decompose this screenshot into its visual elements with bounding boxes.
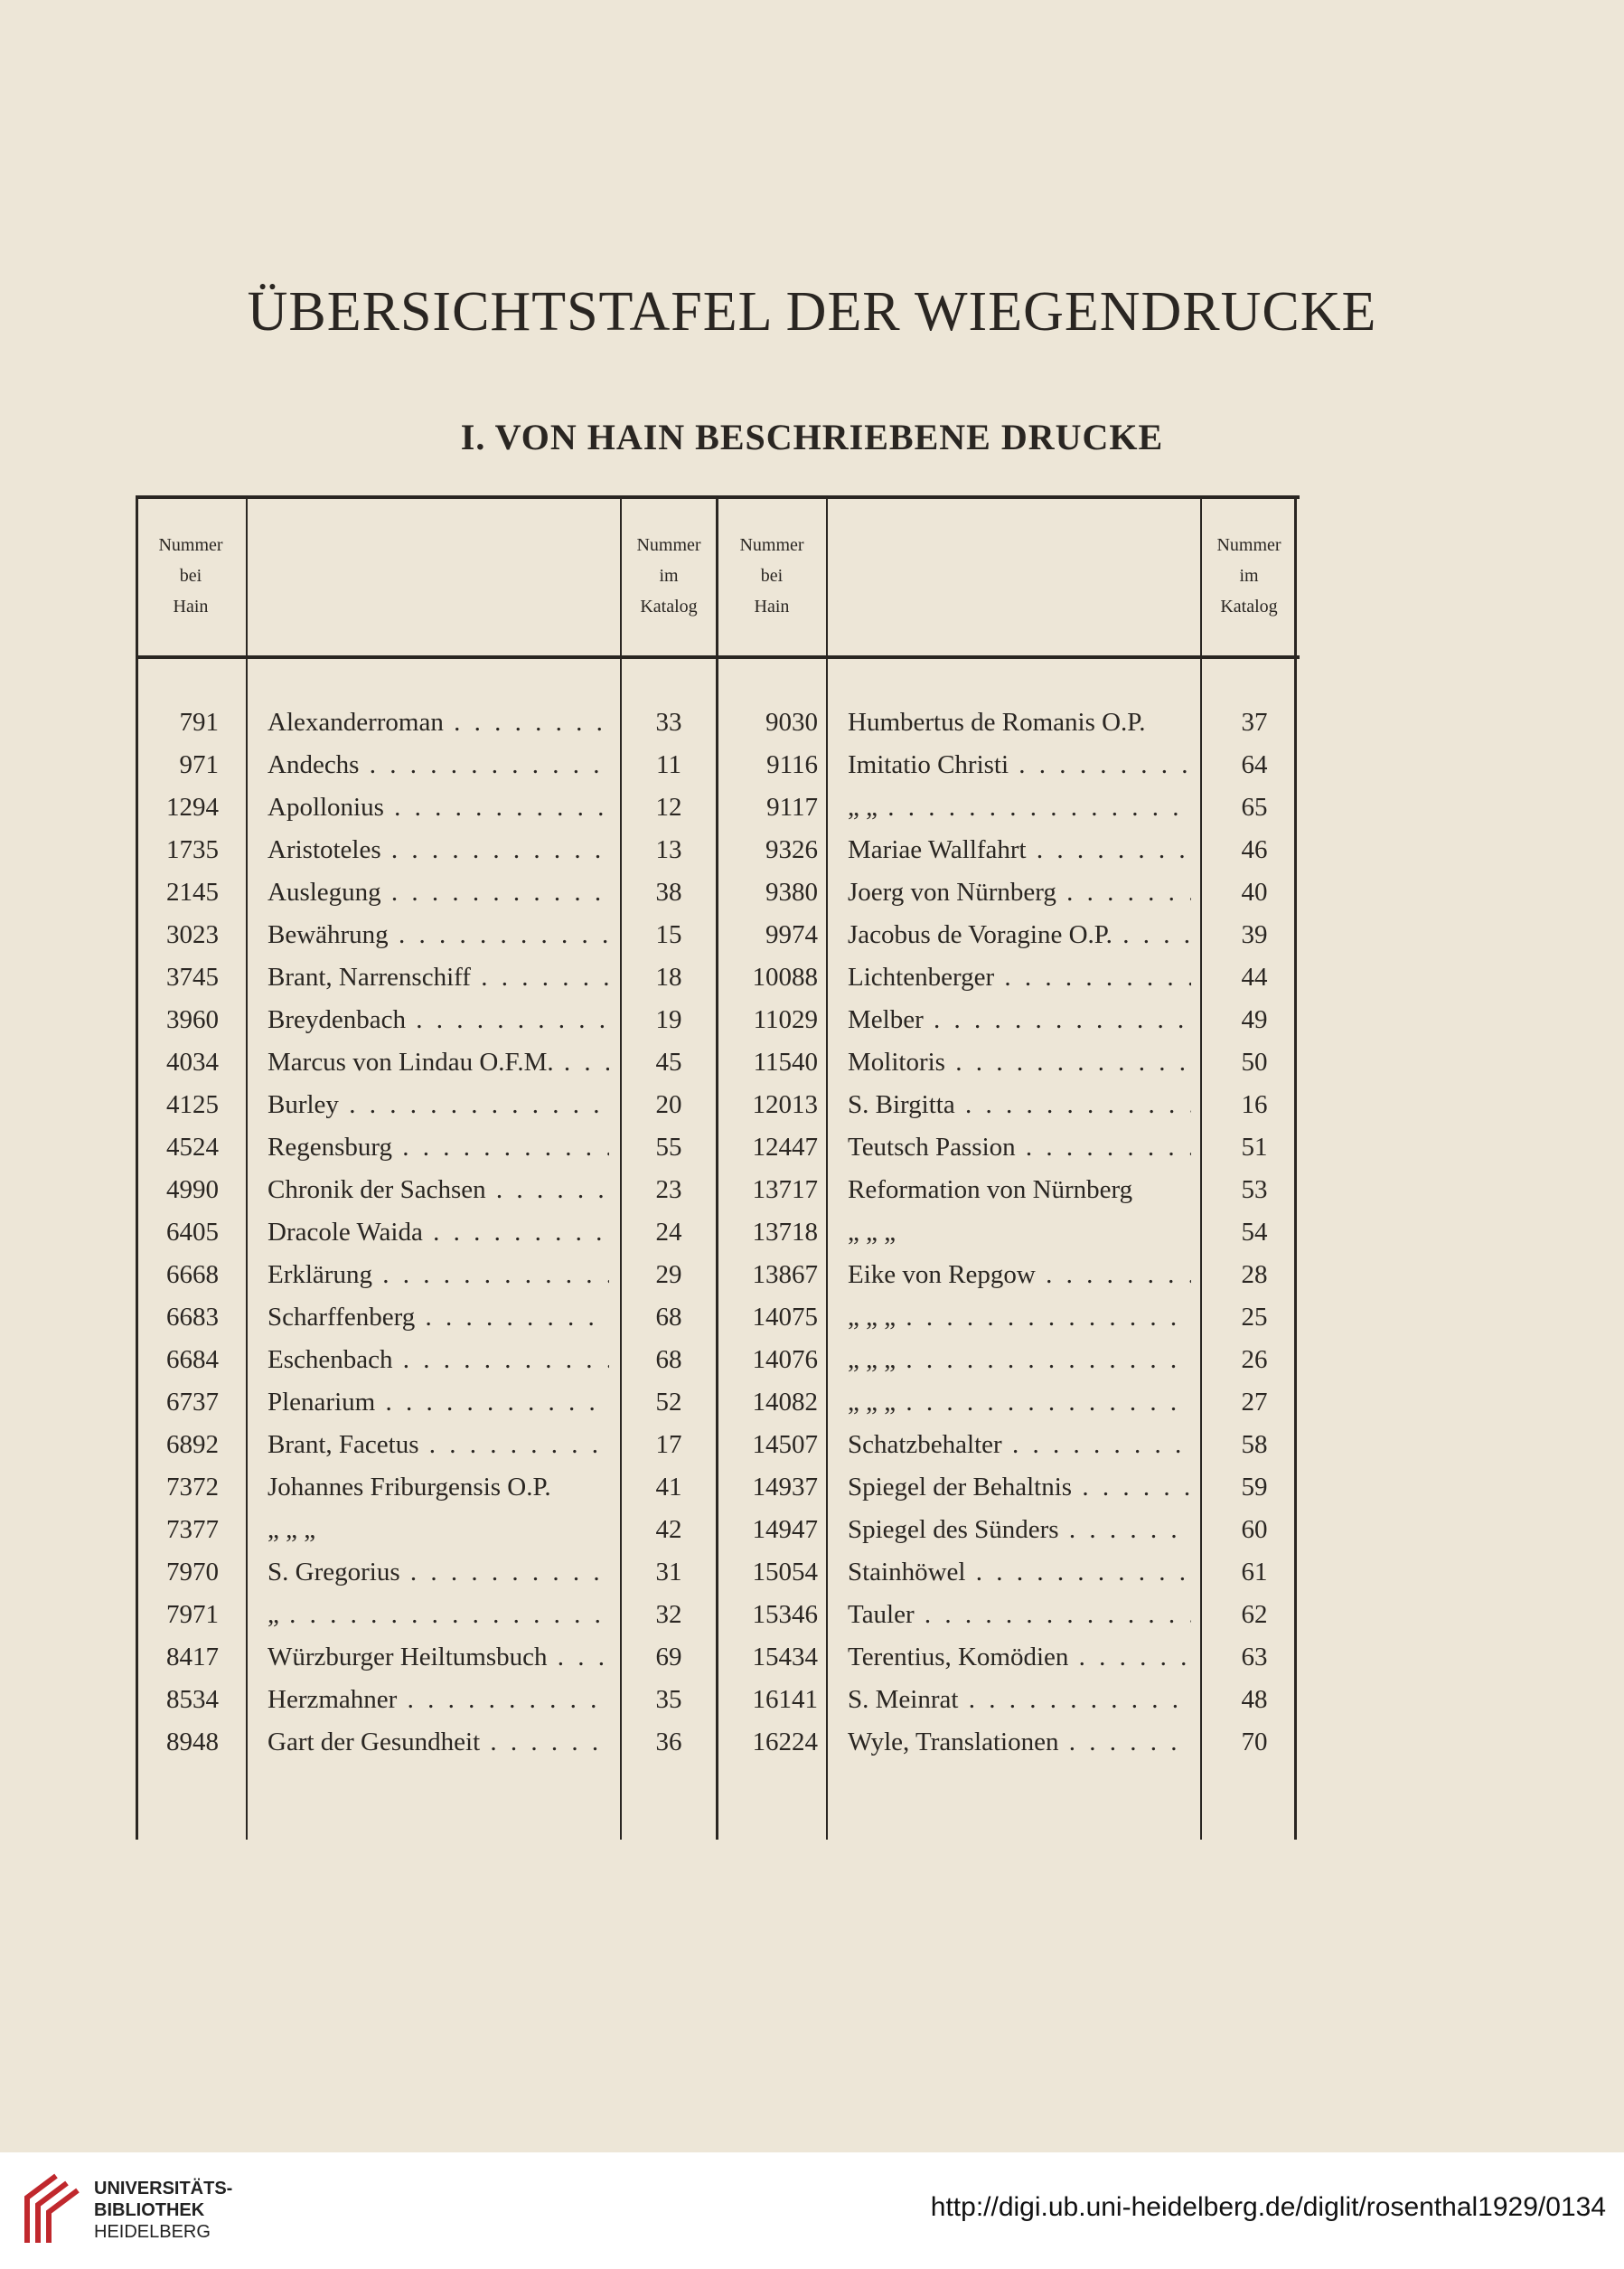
title-right: Imitatio Christi . . . bbox=[848, 744, 1191, 786]
catalog-number-right: 54 bbox=[1241, 1218, 1268, 1247]
title-left: Breydenbach . . . bbox=[268, 999, 609, 1040]
catalog-number-left: 12 bbox=[655, 793, 682, 822]
hain-number-left: 971 bbox=[179, 750, 219, 779]
title-left: Chronik der Sachsen . . . bbox=[268, 1169, 609, 1210]
catalog-number-right: 58 bbox=[1241, 1430, 1268, 1459]
catalog-number-left: 18 bbox=[655, 963, 682, 992]
hain-number-left: 8534 bbox=[166, 1685, 219, 1714]
catalog-number-right: 51 bbox=[1241, 1133, 1268, 1162]
title-right: „ „ „ . . . bbox=[848, 1296, 1191, 1338]
title-left: Brant, Facetus . . . bbox=[268, 1424, 609, 1465]
hain-number-left: 1294 bbox=[166, 793, 219, 822]
title-right: „ „ „ bbox=[848, 1218, 896, 1247]
title-right: Eike von Repgow . . . bbox=[848, 1254, 1191, 1295]
catalog-number-right: 70 bbox=[1241, 1728, 1268, 1756]
title-right: Teutsch Passion . . . bbox=[848, 1126, 1191, 1168]
hain-number-right: 12447 bbox=[752, 1133, 818, 1162]
catalog-number-right: 48 bbox=[1241, 1685, 1268, 1714]
header-right-katalog: Nummer im Katalog bbox=[1216, 535, 1281, 617]
hain-number-left: 791 bbox=[179, 708, 219, 737]
catalog-number-right: 26 bbox=[1241, 1345, 1268, 1374]
title-right: Melber . . . bbox=[848, 999, 1191, 1040]
hain-number-left: 2145 bbox=[166, 878, 219, 907]
title-right: Joerg von Nürnberg . . . bbox=[848, 871, 1191, 913]
hain-number-right: 13717 bbox=[752, 1175, 818, 1204]
table-row bbox=[0, 786, 1624, 828]
title-right: S. Birgitta . . . bbox=[848, 1084, 1191, 1125]
table-row bbox=[0, 1594, 1624, 1635]
hain-number-right: 15434 bbox=[752, 1643, 818, 1671]
hain-number-right: 9380 bbox=[765, 878, 818, 907]
catalog-number-left: 35 bbox=[655, 1685, 682, 1714]
catalog-number-right: 65 bbox=[1241, 793, 1268, 822]
title-right: Stainhöwel . . . bbox=[848, 1551, 1191, 1593]
title-right: Reformation von Nürnberg bbox=[848, 1175, 1133, 1204]
title-right: Spiegel der Behaltnis . . . bbox=[848, 1466, 1191, 1508]
hain-number-left: 6668 bbox=[166, 1260, 219, 1289]
catalog-number-right: 61 bbox=[1241, 1558, 1268, 1586]
table-row bbox=[0, 744, 1624, 786]
hain-number-left: 3745 bbox=[166, 963, 219, 992]
page-title: ÜBERSICHTSTAFEL DER WIEGENDRUCKE bbox=[247, 281, 1377, 343]
hain-number-left: 7372 bbox=[166, 1473, 219, 1502]
title-right: Lichtenberger . . . bbox=[848, 956, 1191, 998]
table-row bbox=[0, 1721, 1624, 1763]
title-right: Wyle, Translationen . . . bbox=[848, 1721, 1191, 1763]
title-right: „ „ „ . . . bbox=[848, 1339, 1191, 1380]
catalog-number-right: 44 bbox=[1241, 963, 1268, 992]
hain-number-left: 1735 bbox=[166, 835, 219, 864]
title-left: Würzburger Heiltumsbuch . . . bbox=[268, 1636, 609, 1678]
footer-url-link[interactable]: http://digi.ub.uni-heidelberg.de/diglit/rosenthal1929/0134 bbox=[930, 2192, 1606, 2222]
title-left: Bewährung . . . bbox=[268, 914, 609, 956]
title-left: S. Gregorius . . . bbox=[268, 1551, 609, 1593]
title-left: Marcus von Lindau O.F.M. . . . bbox=[268, 1041, 609, 1083]
hain-number-right: 14076 bbox=[752, 1345, 818, 1374]
table-row bbox=[0, 1126, 1624, 1168]
table-row bbox=[0, 1296, 1624, 1338]
catalog-number-left: 68 bbox=[655, 1303, 682, 1332]
table-row bbox=[0, 871, 1624, 913]
title-left: Apollonius . . . bbox=[268, 786, 609, 828]
catalog-number-right: 62 bbox=[1241, 1600, 1268, 1629]
table-row bbox=[0, 1339, 1624, 1380]
hain-number-right: 12013 bbox=[752, 1090, 818, 1119]
title-right: Jacobus de Voragine O.P. . . . bbox=[848, 914, 1191, 956]
title-right: Spiegel des Sünders . . . bbox=[848, 1509, 1191, 1550]
title-left: Eschenbach . . . bbox=[268, 1339, 609, 1380]
catalog-number-left: 11 bbox=[656, 750, 681, 779]
title-left: Aristoteles . . . bbox=[268, 829, 609, 871]
table-row bbox=[0, 956, 1624, 998]
hain-number-left: 8417 bbox=[166, 1643, 219, 1671]
hain-number-left: 6405 bbox=[166, 1218, 219, 1247]
catalog-number-right: 46 bbox=[1241, 835, 1268, 864]
catalog-number-right: 63 bbox=[1241, 1643, 1268, 1671]
hain-number-right: 16141 bbox=[752, 1685, 818, 1714]
title-left: Erklärung . . . bbox=[268, 1254, 609, 1295]
hain-number-left: 7971 bbox=[166, 1600, 219, 1629]
hain-number-left: 3960 bbox=[166, 1005, 219, 1034]
hain-number-right: 13867 bbox=[752, 1260, 818, 1289]
table-row bbox=[0, 1381, 1624, 1423]
title-left: „ „ „ bbox=[268, 1515, 316, 1544]
table-row bbox=[0, 1169, 1624, 1210]
title-right: „ „ „ . . . bbox=[848, 1381, 1191, 1423]
hain-number-left: 4034 bbox=[166, 1048, 219, 1077]
hain-number-right: 14082 bbox=[752, 1388, 818, 1417]
table-row bbox=[0, 914, 1624, 956]
table-row bbox=[0, 701, 1624, 743]
catalog-number-left: 42 bbox=[655, 1515, 682, 1544]
title-right: „ „ . . . bbox=[848, 786, 1191, 828]
hain-number-right: 14075 bbox=[752, 1303, 818, 1332]
title-right: Tauler . . . bbox=[848, 1594, 1191, 1635]
hain-number-right: 9116 bbox=[766, 750, 818, 779]
catalog-number-left: 38 bbox=[655, 878, 682, 907]
hain-number-left: 4125 bbox=[166, 1090, 219, 1119]
catalog-number-left: 32 bbox=[655, 1600, 682, 1629]
catalog-number-right: 40 bbox=[1241, 878, 1268, 907]
hain-number-left: 7970 bbox=[166, 1558, 219, 1586]
hain-number-right: 13718 bbox=[752, 1218, 818, 1247]
header-left-hain: Nummer bei Hain bbox=[158, 535, 223, 617]
title-left: Herzmahner . . . bbox=[268, 1679, 609, 1720]
catalog-number-right: 39 bbox=[1241, 920, 1268, 949]
hain-number-right: 11540 bbox=[753, 1048, 818, 1077]
title-right: S. Meinrat . . . bbox=[848, 1679, 1191, 1720]
catalog-number-right: 25 bbox=[1241, 1303, 1268, 1332]
hain-number-right: 14947 bbox=[752, 1515, 818, 1544]
hain-number-right: 15054 bbox=[752, 1558, 818, 1586]
library-logo-text: UNIVERSITÄTS- BIBLIOTHEK HEIDELBERG bbox=[94, 2179, 233, 2242]
table-row bbox=[0, 1211, 1624, 1253]
table-row bbox=[0, 1466, 1624, 1508]
table-row bbox=[0, 1424, 1624, 1465]
catalog-number-left: 19 bbox=[655, 1005, 682, 1034]
hain-number-left: 4990 bbox=[166, 1175, 219, 1204]
catalog-number-right: 59 bbox=[1241, 1473, 1268, 1502]
catalog-number-left: 36 bbox=[655, 1728, 682, 1756]
title-left: „ . . . bbox=[268, 1594, 609, 1635]
hain-number-right: 14507 bbox=[752, 1430, 818, 1459]
hain-number-right: 14937 bbox=[752, 1473, 818, 1502]
catalog-number-right: 50 bbox=[1241, 1048, 1268, 1077]
catalog-number-left: 17 bbox=[655, 1430, 682, 1459]
title-right: Mariae Wallfahrt . . . bbox=[848, 829, 1191, 871]
hain-number-right: 10088 bbox=[752, 963, 818, 992]
catalog-number-left: 69 bbox=[655, 1643, 682, 1671]
catalog-number-right: 60 bbox=[1241, 1515, 1268, 1544]
catalog-number-right: 37 bbox=[1241, 708, 1268, 737]
title-right: Molitoris . . . bbox=[848, 1041, 1191, 1083]
title-left: Auslegung . . . bbox=[268, 871, 609, 913]
hain-number-left: 8948 bbox=[166, 1728, 219, 1756]
catalog-number-left: 41 bbox=[655, 1473, 682, 1502]
catalog-number-left: 45 bbox=[655, 1048, 682, 1077]
title-left: Scharffenberg . . . bbox=[268, 1296, 609, 1338]
hain-number-left: 6683 bbox=[166, 1303, 219, 1332]
title-right: Terentius, Komödien . . . bbox=[848, 1636, 1191, 1678]
hain-number-left: 6737 bbox=[166, 1388, 219, 1417]
header-left-katalog: Nummer im Katalog bbox=[636, 535, 701, 617]
title-left: Alexanderroman . . . bbox=[268, 701, 609, 743]
title-left: Gart der Gesundheit . . . bbox=[268, 1721, 609, 1763]
title-left: Burley . . . bbox=[268, 1084, 609, 1125]
library-logo-icon bbox=[20, 2170, 87, 2246]
table-row bbox=[0, 1041, 1624, 1083]
catalog-number-right: 28 bbox=[1241, 1260, 1268, 1289]
catalog-number-left: 68 bbox=[655, 1345, 682, 1374]
hain-number-left: 3023 bbox=[166, 920, 219, 949]
table-row bbox=[0, 1509, 1624, 1550]
footer-bar bbox=[0, 2152, 1624, 2269]
hain-number-left: 6892 bbox=[166, 1430, 219, 1459]
hain-number-right: 9326 bbox=[765, 835, 818, 864]
catalog-number-left: 15 bbox=[655, 920, 682, 949]
catalog-number-left: 31 bbox=[655, 1558, 682, 1586]
title-left: Brant, Narrenschiff . . . bbox=[268, 956, 609, 998]
catalog-number-left: 20 bbox=[655, 1090, 682, 1119]
hain-number-right: 15346 bbox=[752, 1600, 818, 1629]
table-row bbox=[0, 1636, 1624, 1678]
catalog-number-left: 23 bbox=[655, 1175, 682, 1204]
hain-number-right: 9117 bbox=[766, 793, 818, 822]
section-title: I. VON HAIN BESCHRIEBENE DRUCKE bbox=[460, 417, 1164, 457]
catalog-number-left: 24 bbox=[655, 1218, 682, 1247]
table-row bbox=[0, 1679, 1624, 1720]
title-left: Andechs . . . bbox=[268, 744, 609, 786]
title-left: Plenarium . . . bbox=[268, 1381, 609, 1423]
title-left: Regensburg . . . bbox=[268, 1126, 609, 1168]
hain-number-left: 7377 bbox=[166, 1515, 219, 1544]
catalog-number-right: 53 bbox=[1241, 1175, 1268, 1204]
table-row bbox=[0, 999, 1624, 1040]
hain-number-right: 9974 bbox=[765, 920, 818, 949]
hain-number-left: 6684 bbox=[166, 1345, 219, 1374]
table-row bbox=[0, 1254, 1624, 1295]
catalog-number-right: 64 bbox=[1241, 750, 1268, 779]
hain-number-right: 9030 bbox=[765, 708, 818, 737]
catalog-number-left: 33 bbox=[655, 708, 682, 737]
header-right-hain: Nummer bei Hain bbox=[739, 535, 804, 617]
catalog-number-left: 13 bbox=[655, 835, 682, 864]
title-right: Schatzbehalter . . . bbox=[848, 1424, 1191, 1465]
title-left: Dracole Waida . . . bbox=[268, 1211, 609, 1253]
catalog-number-right: 16 bbox=[1241, 1090, 1268, 1119]
table-row bbox=[0, 1551, 1624, 1593]
catalog-number-left: 52 bbox=[655, 1388, 682, 1417]
table-row bbox=[0, 1084, 1624, 1125]
catalog-number-right: 27 bbox=[1241, 1388, 1268, 1417]
title-right: Humbertus de Romanis O.P. bbox=[848, 708, 1146, 737]
table-row bbox=[0, 829, 1624, 871]
catalog-number-left: 55 bbox=[655, 1133, 682, 1162]
catalog-number-left: 29 bbox=[655, 1260, 682, 1289]
hain-number-left: 4524 bbox=[166, 1133, 219, 1162]
catalog-number-right: 49 bbox=[1241, 1005, 1268, 1034]
hain-number-right: 11029 bbox=[753, 1005, 818, 1034]
title-left: Johannes Friburgensis O.P. bbox=[268, 1473, 551, 1502]
hain-number-right: 16224 bbox=[752, 1728, 818, 1756]
